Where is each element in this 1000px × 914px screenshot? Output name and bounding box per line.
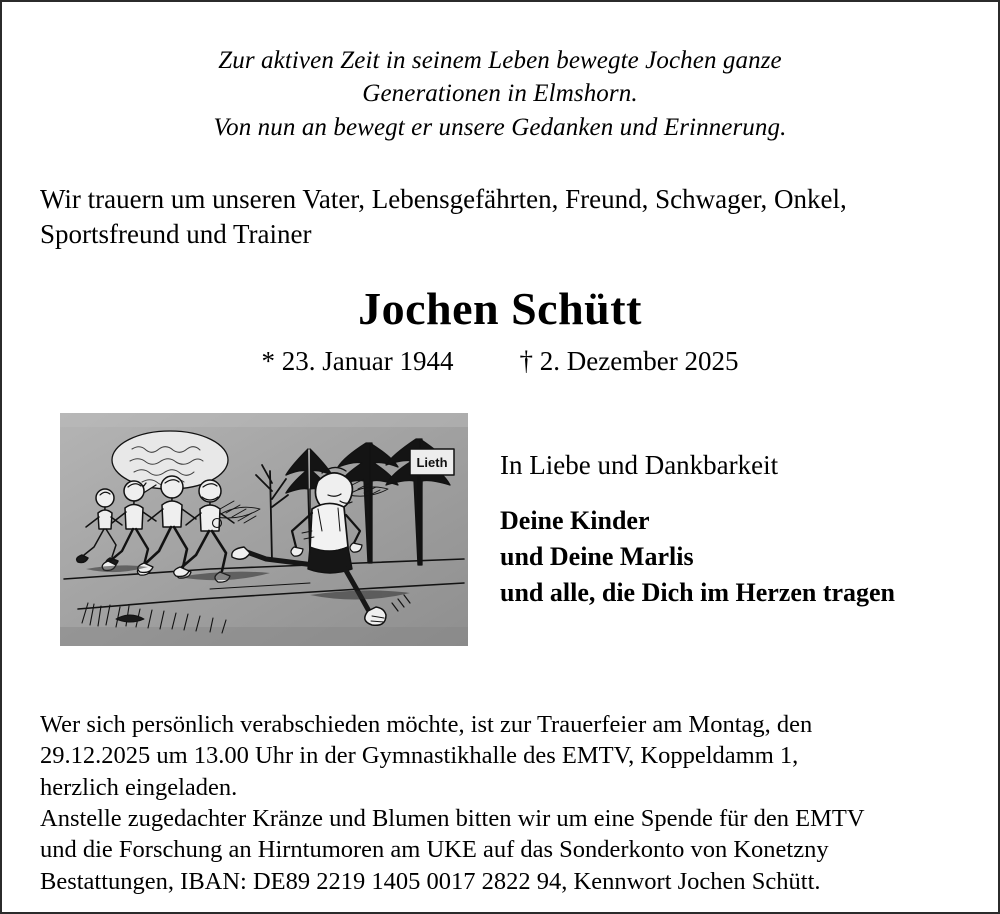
ceremony-paragraph <box>40 709 960 803</box>
runners-cartoon-drawing <box>60 413 468 646</box>
donation-line-2: und die Forschung an Hirntumoren am UKE auf das Sonderkonto von Konetzny <box>40 836 829 864</box>
donation-paragraph <box>40 803 960 897</box>
dedication-lead: In Liebe und Dankbarkeit <box>500 449 779 480</box>
epitaph-verse <box>2 2 998 144</box>
deceased-block <box>2 282 998 377</box>
funeral-details <box>40 709 960 897</box>
dedication-block <box>500 449 970 611</box>
death-date: † 2. Dezember 2025 <box>519 345 739 376</box>
donation-line-3: Bestattungen, IBAN: DE89 2219 1405 0017 2822 94, Kennwort Jochen Schütt. <box>40 867 821 895</box>
epitaph-line-1: Zur aktiven Zeit in seinem Leben bewegte Jochen ganze <box>218 47 782 74</box>
photo-and-dedication <box>2 413 998 653</box>
cartoon-town-sign-label: Lieth <box>416 454 448 470</box>
donation-line-1: Anstelle zugedachter Kränze und Blumen bitten wir um eine Spende für den EMTV <box>40 805 865 833</box>
ceremony-line-2: 29.12.2025 um 13.00 Uhr in der Gymnastikhalle des EMTV, Koppeldamm 1, <box>40 742 799 770</box>
mourning-intro-line-1: Wir trauern um unseren Vater, Lebensgefährten, Freund, Schwager, Onkel, <box>40 183 847 214</box>
life-dates <box>2 346 998 377</box>
epitaph-line-3: Von nun an bewegt er unsere Gedanken und Erinnerung. <box>213 113 787 141</box>
mourning-intro-line-2: Sportsfreund und Trainer <box>40 218 312 249</box>
family-line-1: Deine Kinder <box>500 506 650 536</box>
mourning-intro <box>40 182 970 252</box>
ceremony-line-3: herzlich eingeladen. <box>40 773 238 801</box>
birth-date: * 23. Januar 1944 <box>261 345 454 376</box>
epitaph-line-2: Generationen in Elmshorn. <box>362 80 638 108</box>
deceased-name: Jochen Schütt <box>358 282 642 334</box>
ceremony-line-1: Wer sich persönlich verabschieden möchte, ist zur Trauerfeier am Montag, den <box>40 710 813 738</box>
dedication-family <box>500 503 970 611</box>
family-line-2: und Deine Marlis <box>500 542 694 572</box>
family-line-3: und alle, die Dich im Herzen tragen <box>500 578 896 608</box>
runners-cartoon-photo <box>60 413 468 646</box>
